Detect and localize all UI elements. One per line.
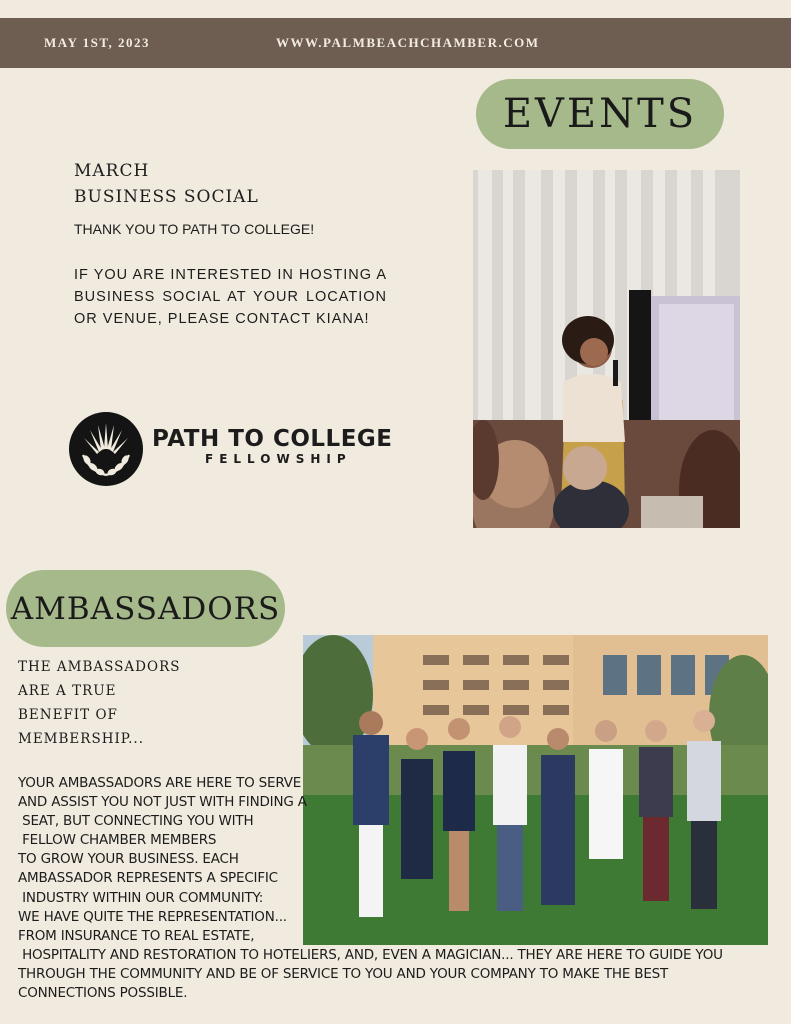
event-title-line2: BUSINESS SOCIAL <box>74 187 259 207</box>
body-line: HOSPITALITY AND RESTORATION TO HOTELIERS, AND, EVEN A MAGICIAN... THEY ARE HERE TO GUIDE YOU <box>18 946 723 963</box>
website-link[interactable]: WWW.PALMBEACHCHAMBER.COM <box>276 35 540 50</box>
intro-line: MEMBERSHIP... <box>18 731 145 747</box>
speaker-photo <box>473 170 740 528</box>
body-line: AND ASSIST YOU NOT JUST WITH FINDING A <box>18 794 307 811</box>
body-line: FROM INSURANCE TO REAL ESTATE, <box>18 927 255 944</box>
ambassadors-heading: AMBASSADORS <box>6 570 285 647</box>
body-line: AMBASSADOR REPRESENTS A SPECIFIC <box>18 870 278 887</box>
body-line: YOUR AMBASSADORS ARE HERE TO SERVE <box>18 775 302 791</box>
body-line: SEAT, BUT CONNECTING YOU WITH <box>18 813 254 830</box>
issue-date: MAY 1ST, 2023 <box>44 35 151 50</box>
intro-line: ARE A TRUE <box>18 683 117 699</box>
body-line: FELLOW CHAMBER MEMBERS <box>18 832 217 849</box>
body-line: CONNECTIONS POSSIBLE. <box>18 985 188 1002</box>
body-line: WE HAVE QUITE THE REPRESENTATION... <box>18 908 287 925</box>
intro-line: BENEFIT OF <box>18 707 118 723</box>
body-line: TO GROW YOUR BUSINESS. EACH <box>18 851 239 868</box>
thanks-text: THANK YOU TO PATH TO COLLEGE! <box>74 221 315 237</box>
event-title-line1: MARCH <box>74 161 150 181</box>
body-line: INDUSTRY WITHIN OUR COMMUNITY: <box>18 889 264 906</box>
body-line: THROUGH THE COMMUNITY AND BE OF SERVICE TO YOU AND YOUR COMPANY TO MAKE THE BEST <box>18 965 669 982</box>
logo-name: PATH TO COLLEGE <box>152 426 393 452</box>
path-to-college-logo <box>68 411 398 487</box>
hosting-text: IF YOU ARE INTERESTED IN HOSTING A BUSINESS SOCIAL AT YOUR LOCATION OR VENUE, PLEASE CONTACT KIANA! <box>74 267 387 327</box>
ambassadors-body <box>18 774 778 1003</box>
event-title <box>74 158 259 210</box>
ambassadors-intro <box>18 655 193 751</box>
logo-subtitle: FELLOWSHIP <box>205 452 352 466</box>
intro-line: THE AMBASSADORS <box>18 659 181 675</box>
events-heading: EVENTS <box>476 79 724 149</box>
laurel-emblem-icon <box>68 411 144 487</box>
header-bar <box>0 18 791 68</box>
